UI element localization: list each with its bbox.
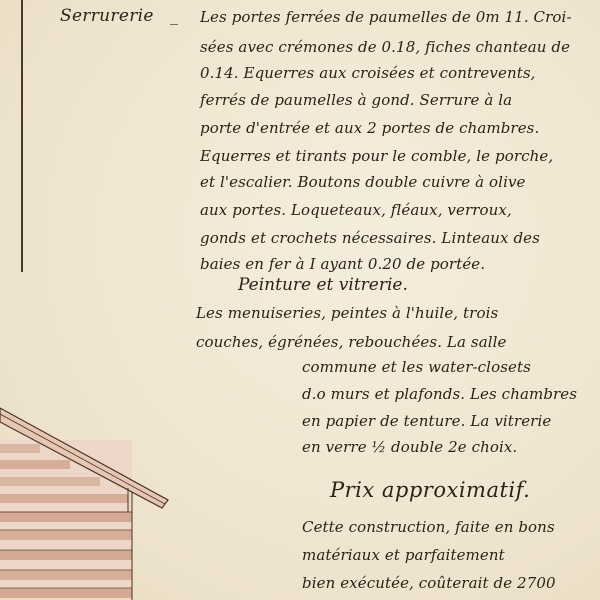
house-elevation-drawing (0, 400, 180, 600)
peinture-line-2: couches, égrénées, rebouchées. La salle (196, 333, 507, 351)
wall-siding (0, 440, 132, 600)
peinture-line-1: Les menuiseries, peintes à l'huile, trois (196, 304, 499, 322)
peinture-line-5: en papier de tenture. La vitrerie (302, 412, 552, 430)
serrurerie-line-8: aux portes. Loqueteaux, fléaux, verroux, (200, 201, 512, 219)
serrurerie-line-2: sées avec crémones de 0.18, fiches chanteau de (200, 38, 571, 56)
margin-rule (21, 0, 23, 272)
prix-line-2: matériaux et parfaitement (302, 546, 505, 564)
serrurerie-line-4: ferrés de paumelles à gond. Serrure à la (200, 91, 513, 109)
peinture-line-6: en verre ½ double 2e choix. (302, 438, 518, 456)
serrurerie-line-10: baies en fer à I ayant 0.20 de portée. (200, 255, 486, 273)
prix-line-1: Cette construction, faite en bons (302, 518, 555, 536)
serrurerie-heading: Serrurerie (60, 6, 154, 26)
serrurerie-line-7: et l'escalier. Boutons double cuivre à olive (200, 173, 526, 191)
serrurerie-line-9: gonds et crochets nécessaires. Linteaux des (200, 229, 540, 247)
peinture-line-3: commune et les water-closets (302, 358, 531, 376)
serrurerie-line-3: 0.14. Equerres aux croisées et contrevents, (200, 64, 536, 82)
peinture-heading: Peinture et vitrerie. (238, 275, 408, 295)
serrurerie-line-1: Les portes ferrées de paumelles de 0m 11. Croi- (200, 8, 572, 26)
serrurerie-line-6: Equerres et tirants pour le comble, le porche, (200, 147, 554, 165)
peinture-line-4: d.o murs et plafonds. Les chambres (302, 385, 578, 403)
prix-line-3: bien exécutée, coûterait de 2700 (302, 574, 556, 592)
prix-heading: Prix approximatif. (330, 478, 531, 502)
heading-dash: _ (170, 6, 178, 25)
serrurerie-line-5: porte d'entrée et aux 2 portes de chambres. (200, 119, 540, 137)
